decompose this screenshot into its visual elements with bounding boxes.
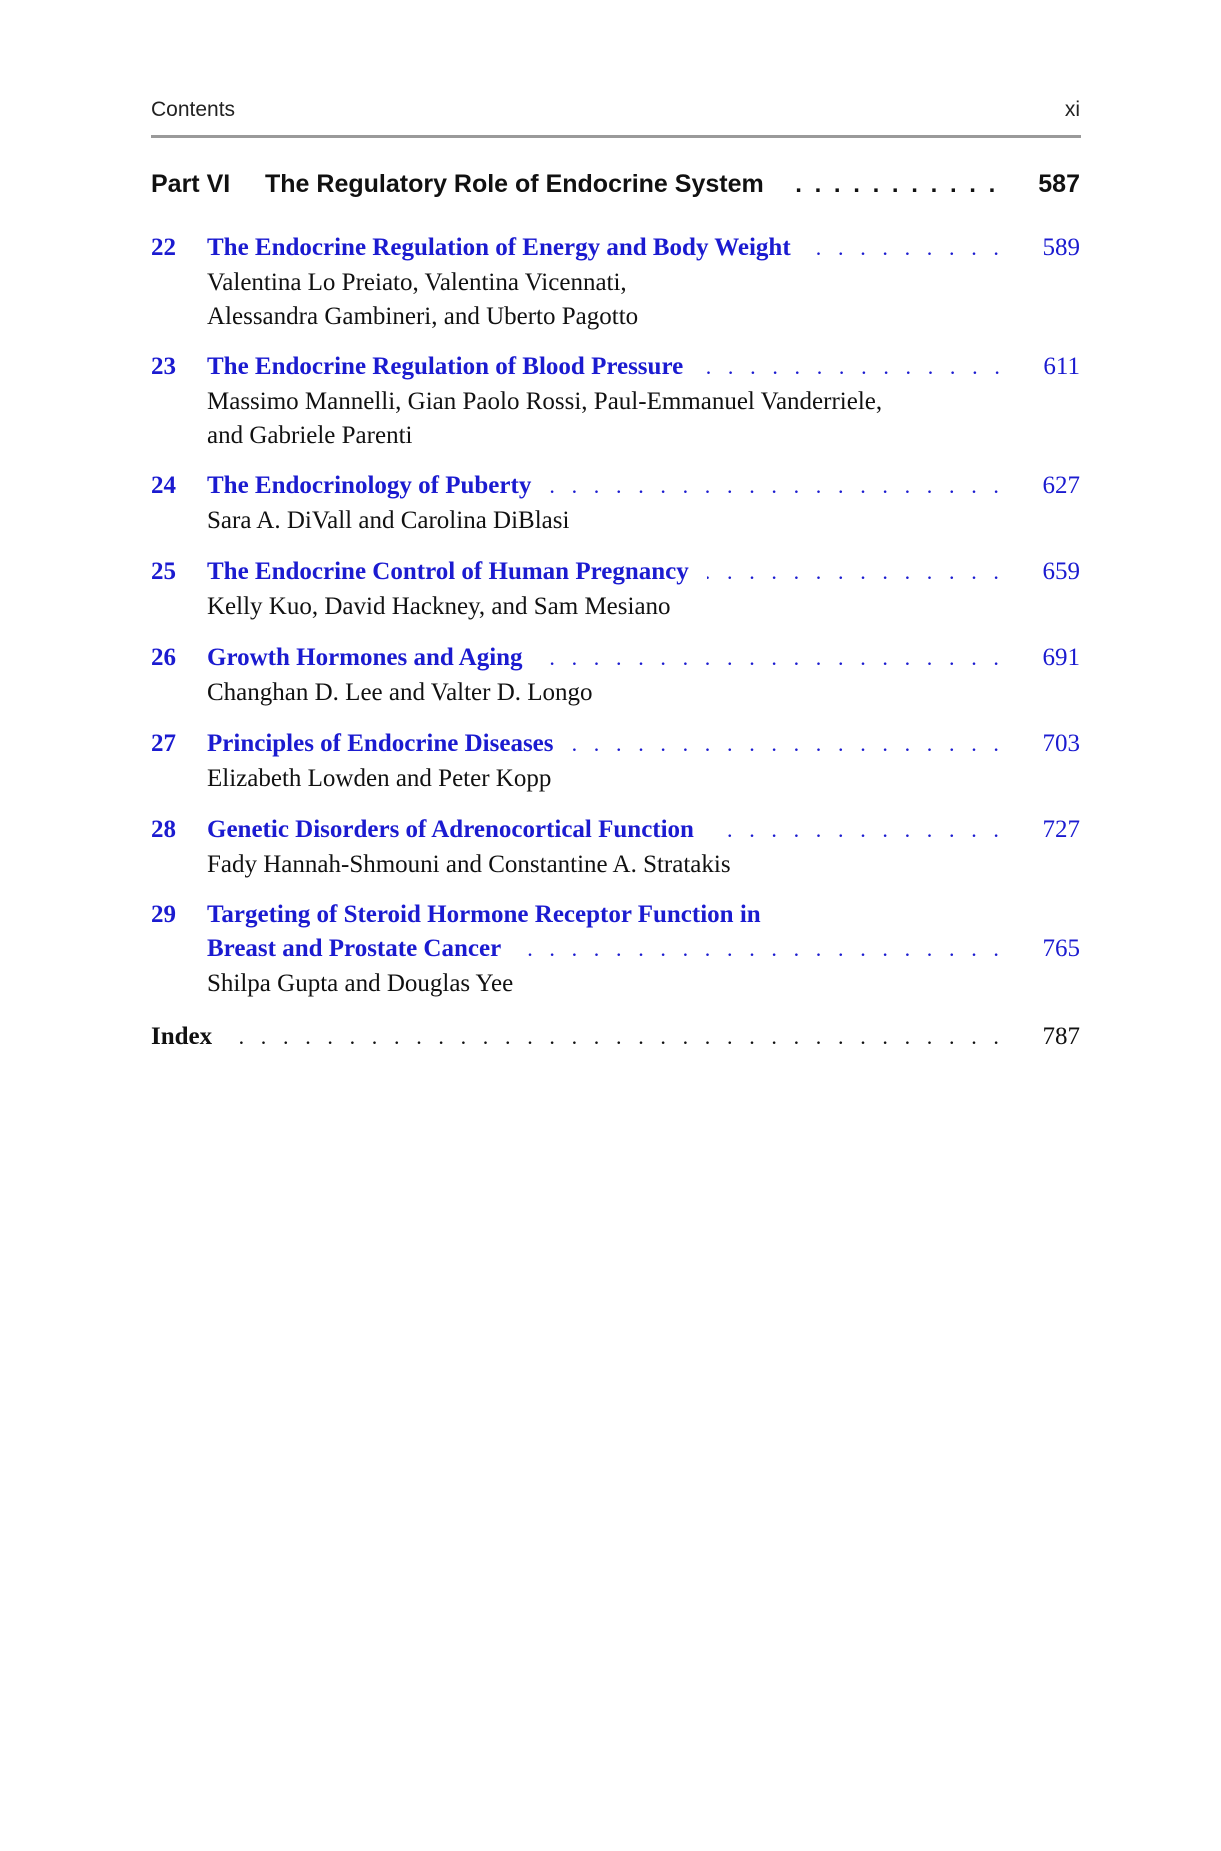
part-page: 587 xyxy=(1038,170,1080,198)
chapter-authors xyxy=(207,504,569,538)
author-line: Kelly Kuo, David Hackney, and Sam Mesiano xyxy=(207,593,671,620)
chapter-page-link[interactable]: 611 xyxy=(1043,353,1080,380)
chapter-title-link[interactable]: Growth Hormones and Aging xyxy=(207,644,523,671)
toc-index-entry[interactable] xyxy=(151,1023,1080,1051)
chapter-title-link[interactable]: Targeting of Steroid Hormone Receptor Function in xyxy=(207,901,761,928)
chapter-page-link[interactable]: 765 xyxy=(1042,935,1080,962)
chapter-title-link[interactable]: The Endocrinology of Puberty xyxy=(207,472,532,499)
chapter-title-link[interactable]: Principles of Endocrine Diseases xyxy=(207,730,554,757)
toc-chapter-entry[interactable] xyxy=(151,353,1080,381)
chapter-page-link[interactable]: 691 xyxy=(1042,644,1080,671)
chapter-page-link[interactable]: 659 xyxy=(1042,558,1080,585)
chapter-page-link[interactable]: 703 xyxy=(1042,730,1080,757)
chapter-authors xyxy=(207,266,638,333)
chapter-title-link[interactable]: The Endocrine Regulation of Blood Pressure xyxy=(207,353,684,380)
chapter-page-link[interactable]: 627 xyxy=(1042,472,1080,499)
toc-part-entry[interactable] xyxy=(151,170,1080,199)
author-line: Changhan D. Lee and Valter D. Longo xyxy=(207,679,593,706)
author-line: Valentina Lo Preiato, Valentina Vicennati, xyxy=(207,269,627,296)
author-line: and Gabriele Parenti xyxy=(207,421,413,449)
index-page[interactable]: 787 xyxy=(1042,1023,1080,1050)
toc-chapter-entry[interactable] xyxy=(151,472,1080,500)
author-line: Sara A. DiVall and Carolina DiBlasi xyxy=(207,507,570,534)
toc-chapter-entry[interactable] xyxy=(151,816,1080,844)
author-line: Shilpa Gupta and Douglas Yee xyxy=(207,970,514,997)
chapter-title-link[interactable]: Breast and Prostate Cancer xyxy=(207,935,502,962)
dot-leader xyxy=(541,645,1005,671)
chapter-number: 26 xyxy=(151,644,176,671)
chapter-number: 25 xyxy=(151,558,176,585)
chapter-number: 28 xyxy=(151,816,176,843)
dot-leader xyxy=(707,559,1005,585)
chapter-authors xyxy=(207,848,731,882)
chapter-authors xyxy=(207,967,513,1001)
chapter-number: 24 xyxy=(151,472,176,499)
chapter-number: 22 xyxy=(151,234,176,261)
dot-leader xyxy=(549,473,1004,499)
chapter-number: 29 xyxy=(151,901,176,928)
dot-leader xyxy=(712,817,1005,843)
toc-chapter-entry-continued[interactable] xyxy=(207,935,1080,963)
dot-leader xyxy=(230,1024,1004,1050)
chapter-number: 23 xyxy=(151,353,176,380)
toc-chapter-entry[interactable] xyxy=(151,901,1080,929)
dot-leader xyxy=(809,235,1005,261)
part-label: Part VI xyxy=(151,170,231,198)
running-header-title: Contents xyxy=(151,98,236,121)
toc-chapter-entry[interactable] xyxy=(151,644,1080,672)
toc-chapter-entry[interactable] xyxy=(151,234,1080,262)
dot-leader xyxy=(519,936,1004,962)
chapter-page-link[interactable]: 727 xyxy=(1042,816,1080,843)
chapter-authors xyxy=(207,676,593,710)
author-line: Fady Hannah-Shmouni and Constantine A. Stratakis xyxy=(207,851,731,878)
chapter-title-link[interactable]: Genetic Disorders of Adrenocortical Function xyxy=(207,816,694,843)
header-rule xyxy=(151,135,1081,138)
part-title: The Regulatory Role of Endocrine System xyxy=(265,170,764,198)
chapter-page-link[interactable]: 589 xyxy=(1042,234,1080,261)
chapter-authors xyxy=(207,590,671,624)
running-header-page-number: xi xyxy=(1064,98,1080,121)
chapter-title-link[interactable]: The Endocrine Regulation of Energy and Body Weight xyxy=(207,234,791,261)
chapter-authors xyxy=(207,385,882,452)
author-line: Massimo Mannelli, Gian Paolo Rossi, Paul-Emmanuel Vanderriele, xyxy=(207,388,883,415)
toc-chapter-entry[interactable] xyxy=(151,730,1080,758)
dot-leader xyxy=(572,731,1005,757)
chapter-number: 27 xyxy=(151,730,176,757)
author-line: Alessandra Gambineri, and Uberto Pagotto xyxy=(207,302,639,330)
dot-leader xyxy=(701,354,1005,380)
index-label[interactable]: Index xyxy=(151,1023,213,1050)
author-line: Elizabeth Lowden and Peter Kopp xyxy=(207,765,552,792)
chapter-title-link[interactable]: The Endocrine Control of Human Pregnancy xyxy=(207,558,689,585)
dot-leader xyxy=(782,171,999,199)
toc-chapter-entry[interactable] xyxy=(151,558,1080,586)
chapter-authors xyxy=(207,762,551,796)
